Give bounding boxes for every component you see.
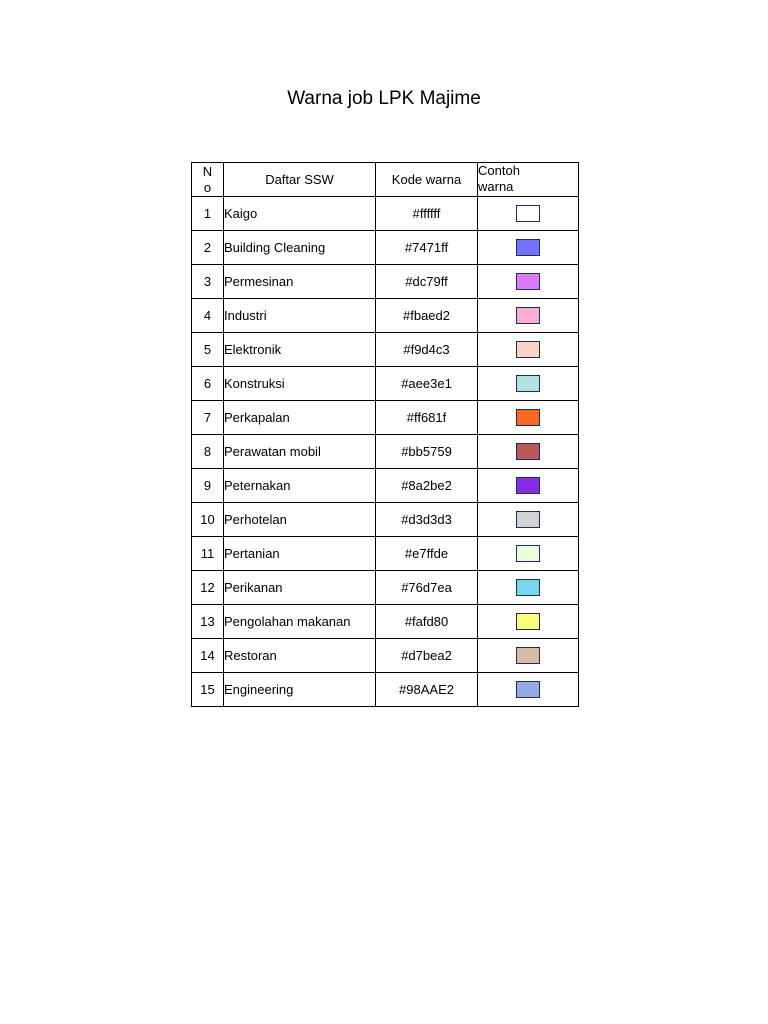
color-code: #bb5759 — [376, 435, 478, 469]
job-name: Pengolahan makanan — [224, 605, 376, 639]
color-sample-cell — [478, 197, 579, 231]
job-name: Perkapalan — [224, 401, 376, 435]
table-row — [192, 639, 579, 673]
color-code: #f9d4c3 — [376, 333, 478, 367]
color-sample-cell — [478, 673, 579, 707]
color-sample-cell — [478, 469, 579, 503]
color-code: #fafd80 — [376, 605, 478, 639]
row-number: 6 — [192, 367, 224, 401]
color-code: #76d7ea — [376, 571, 478, 605]
color-sample-cell — [478, 503, 579, 537]
job-name: Engineering — [224, 673, 376, 707]
color-code: #8a2be2 — [376, 469, 478, 503]
header-name: Daftar SSW — [224, 163, 376, 197]
row-number: 2 — [192, 231, 224, 265]
header-sample — [478, 163, 579, 197]
job-name: Restoran — [224, 639, 376, 673]
job-name: Kaigo — [224, 197, 376, 231]
color-swatch — [516, 579, 540, 596]
table-row — [192, 503, 579, 537]
document-title: Warna job LPK Majime — [287, 88, 481, 109]
color-code: #7471ff — [376, 231, 478, 265]
header-no-line2: o — [203, 179, 212, 195]
color-sample-cell — [478, 333, 579, 367]
table-header-row — [192, 163, 579, 197]
row-number: 8 — [192, 435, 224, 469]
table-row — [192, 537, 579, 571]
table-row — [192, 333, 579, 367]
header-sample-line2: warna — [478, 179, 514, 194]
job-name: Perhotelan — [224, 503, 376, 537]
color-table — [191, 162, 579, 707]
table-row — [192, 299, 579, 333]
table-row — [192, 673, 579, 707]
color-sample-cell — [478, 231, 579, 265]
row-number: 1 — [192, 197, 224, 231]
row-number: 15 — [192, 673, 224, 707]
row-number: 12 — [192, 571, 224, 605]
color-swatch — [516, 375, 540, 392]
job-name: Perawatan mobil — [224, 435, 376, 469]
header-no-line1: N — [202, 163, 213, 179]
job-name: Perikanan — [224, 571, 376, 605]
color-sample-cell — [478, 537, 579, 571]
color-sample-cell — [478, 435, 579, 469]
row-number: 5 — [192, 333, 224, 367]
color-swatch — [516, 205, 540, 222]
color-swatch — [516, 307, 540, 324]
color-swatch — [516, 239, 540, 256]
header-sample-line1: Contoh — [478, 163, 520, 178]
job-name: Industri — [224, 299, 376, 333]
table-row — [192, 231, 579, 265]
color-sample-cell — [478, 571, 579, 605]
header-code: Kode warna — [376, 163, 478, 197]
color-sample-cell — [478, 639, 579, 673]
color-code: #d7bea2 — [376, 639, 478, 673]
table-row — [192, 401, 579, 435]
table-row — [192, 265, 579, 299]
job-name: Elektronik — [224, 333, 376, 367]
row-number: 4 — [192, 299, 224, 333]
color-swatch — [516, 511, 540, 528]
row-number: 3 — [192, 265, 224, 299]
table-row — [192, 571, 579, 605]
job-name: Konstruksi — [224, 367, 376, 401]
color-code: #fbaed2 — [376, 299, 478, 333]
color-sample-cell — [478, 265, 579, 299]
table-row — [192, 469, 579, 503]
row-number: 7 — [192, 401, 224, 435]
color-sample-cell — [478, 299, 579, 333]
color-sample-cell — [478, 401, 579, 435]
color-code: #e7ffde — [376, 537, 478, 571]
color-code: #98AAE2 — [376, 673, 478, 707]
color-code: #ffffff — [376, 197, 478, 231]
color-code: #aee3e1 — [376, 367, 478, 401]
job-name: Building Cleaning — [224, 231, 376, 265]
row-number: 9 — [192, 469, 224, 503]
row-number: 14 — [192, 639, 224, 673]
color-swatch — [516, 647, 540, 664]
color-code: #d3d3d3 — [376, 503, 478, 537]
table-row — [192, 435, 579, 469]
color-code: #ff681f — [376, 401, 478, 435]
table-row — [192, 197, 579, 231]
color-swatch — [516, 613, 540, 630]
color-swatch — [516, 681, 540, 698]
color-swatch — [516, 545, 540, 562]
color-swatch — [516, 341, 540, 358]
job-name: Permesinan — [224, 265, 376, 299]
color-swatch — [516, 443, 540, 460]
color-code: #dc79ff — [376, 265, 478, 299]
header-no — [192, 163, 224, 197]
row-number: 10 — [192, 503, 224, 537]
job-name: Peternakan — [224, 469, 376, 503]
row-number: 13 — [192, 605, 224, 639]
color-swatch — [516, 477, 540, 494]
table-row — [192, 605, 579, 639]
table-row — [192, 367, 579, 401]
color-sample-cell — [478, 367, 579, 401]
job-name: Pertanian — [224, 537, 376, 571]
color-sample-cell — [478, 605, 579, 639]
color-swatch — [516, 409, 540, 426]
row-number: 11 — [192, 537, 224, 571]
color-swatch — [516, 273, 540, 290]
